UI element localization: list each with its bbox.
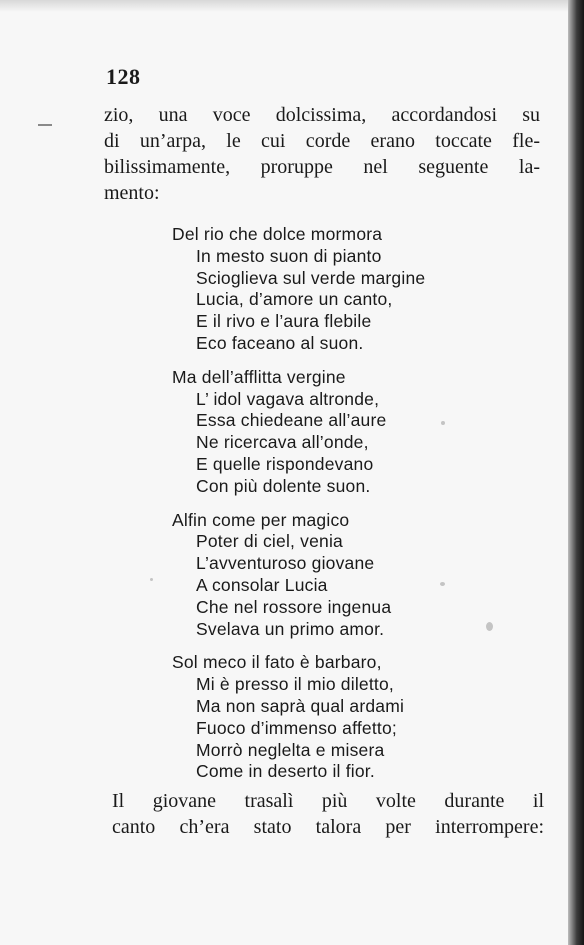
margin-mark — [38, 124, 52, 126]
verse: Poter di ciel, venia — [196, 531, 343, 552]
verse: E quelle rispondevano — [196, 453, 374, 474]
verse: Fuoco d’immenso affetto; — [196, 717, 397, 738]
verse: Ma dell’afflitta vergine — [172, 366, 346, 387]
verse: Ma non saprà qual ardami — [196, 695, 405, 716]
verse: In mesto suon di pianto — [196, 245, 382, 266]
verse: E il rivo e l’aura flebile — [196, 311, 372, 332]
verse: Lucia, d’amore un canto, — [196, 289, 393, 310]
verse: Morrò neglelta e misera — [196, 739, 385, 760]
verse: Ne ricercava all’onde, — [196, 432, 369, 453]
verse: L’ idol vagava altronde, — [196, 388, 380, 409]
paper-speck — [440, 582, 445, 586]
paragraph-line: di un’arpa, le cui corde erano toccate fle- — [104, 130, 540, 152]
book-binding-edge — [568, 0, 584, 945]
paper-speck — [441, 421, 445, 425]
verse: Eco faceano al suon. — [196, 332, 364, 353]
verse: Essa chiedeane all’aure — [196, 410, 387, 431]
paper-speck — [150, 578, 153, 581]
paragraph-line: zio, una voce dolcissima, accordandosi su — [104, 104, 540, 126]
paragraph-line: canto ch’era stato talora per interrompere: — [112, 816, 544, 838]
verse: Che nel rossore ingenua — [196, 596, 392, 617]
verse: L’avventuroso giovane — [196, 553, 375, 574]
verse: Mi è presso il mio diletto, — [196, 674, 394, 695]
page-number: 128 — [106, 64, 141, 89]
paragraph-line: mento: — [104, 182, 160, 204]
verse: Del rio che dolce mormora — [172, 224, 383, 244]
verse: A consolar Lucia — [196, 574, 328, 595]
stanza-1 — [172, 224, 472, 355]
stanza-2 — [172, 367, 472, 498]
verse: Alfin come per magico — [172, 509, 350, 530]
verse: Con più dolente suon. — [196, 475, 371, 496]
poem — [172, 224, 472, 795]
page-top-shadow — [0, 0, 568, 12]
closing-paragraph — [112, 788, 544, 840]
verse: Sol meco il fato è barbaro, — [172, 652, 382, 673]
stanza-3 — [172, 510, 472, 641]
verse: Come in deserto il fior. — [196, 761, 375, 782]
paragraph-line: Il giovane trasalì più volte durante il — [112, 790, 544, 812]
opening-paragraph — [104, 102, 540, 206]
paper-speck — [486, 622, 493, 631]
verse: Scioglieva sul verde margine — [196, 267, 426, 288]
stanza-4 — [172, 652, 472, 783]
verse: Svelava un primo amor. — [196, 618, 385, 639]
paragraph-line: bilissimamente, proruppe nel seguente la- — [104, 156, 540, 178]
